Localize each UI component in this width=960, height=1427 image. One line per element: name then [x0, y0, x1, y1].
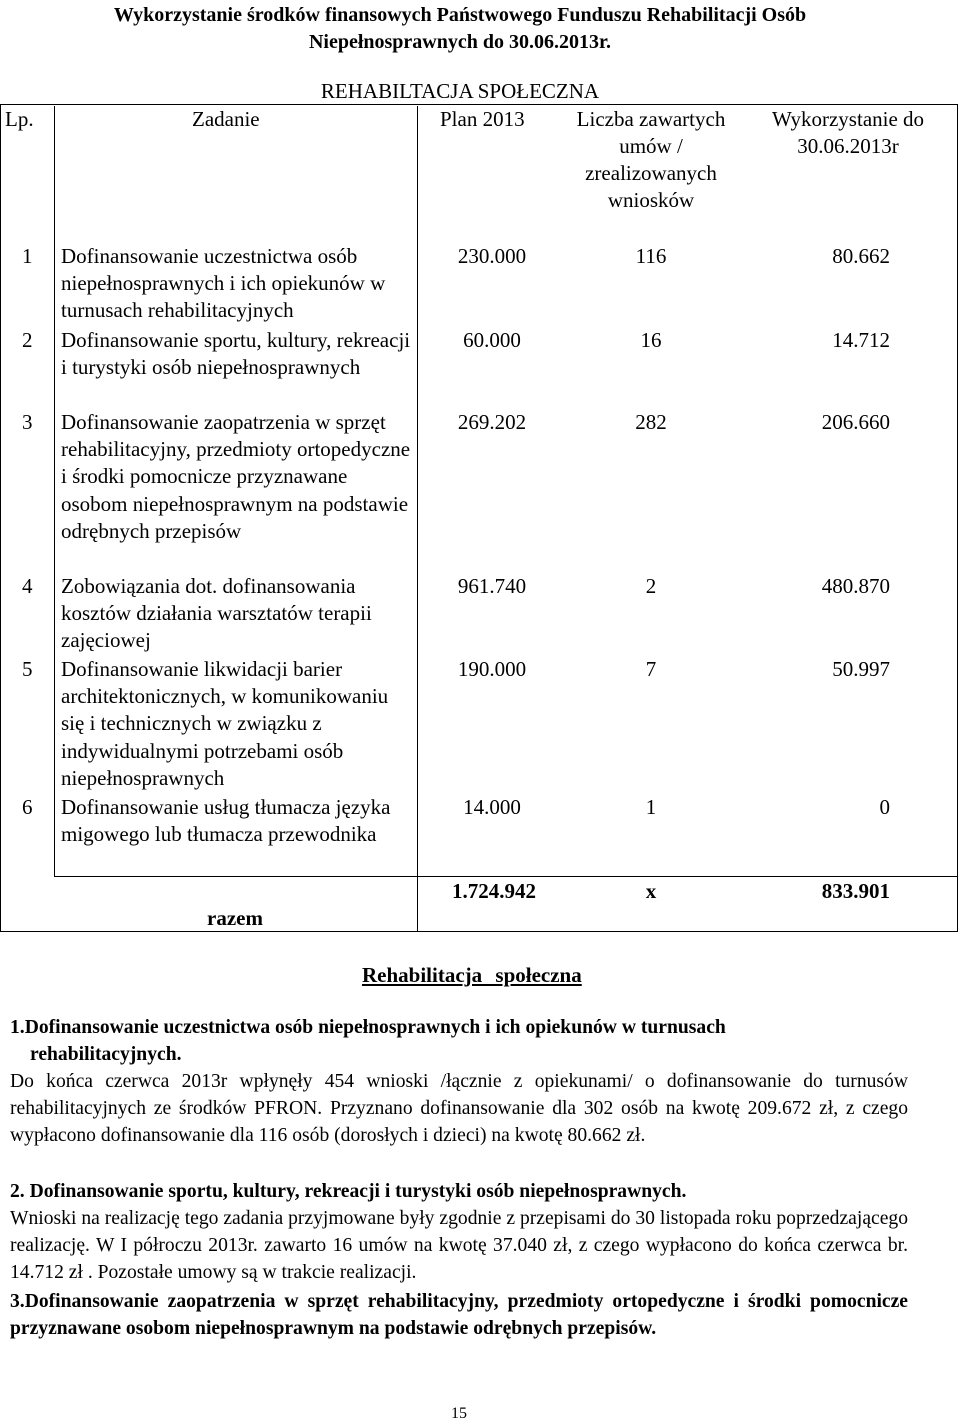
table-border-task: [417, 106, 418, 932]
item1-title: [10, 1014, 908, 1068]
row-used: 206.660: [821, 410, 890, 434]
total-label: razem: [207, 906, 263, 930]
title-line-1: Wykorzystanie środków finansowych Państwowego Funduszu Rehabilitacji Osób: [113, 4, 807, 26]
item2-body: Wnioski na realizację tego zadania przyjmowane były zgodnie z przepisami do 30 listopada roku poprzedzającego realizację. W I półroczu 2013r. zawarto 16 umów na kwotę 37.040 zł, z czego wypłacono do końca czerwca br. 14.712 zł . Pozostałe umowy są w trakcie realizacji.: [10, 1208, 908, 1284]
row-used: 14.712: [832, 328, 890, 352]
row-task: Dofinansowanie zaopatrzenia w sprzęt rehabilitacyjny, przedmioty ortopedyczne i środki pomocnicze przyznawane osobom niepełnosprawnym na podstawie odrębnych przepisów: [61, 410, 411, 543]
row-count: 1: [645, 795, 657, 819]
document-title: [0, 2, 920, 56]
section-heading: Rehabilitacja społeczna: [362, 963, 582, 987]
row-lp: 3: [22, 410, 33, 434]
row-count: 282: [635, 410, 667, 434]
table-border-left: [0, 104, 1, 932]
row-plan: 269.202: [457, 410, 527, 434]
row-task: Dofinansowanie uczestnictwa osób niepełnosprawnych i ich opiekunów w turnusach rehabilitacyjnych: [61, 244, 386, 323]
total-used: 833.901: [821, 879, 890, 903]
row-used: 480.870: [821, 574, 890, 598]
row-used: 0: [879, 795, 890, 819]
header-used: Wykorzystanie do 30.06.2013r: [771, 107, 925, 158]
row-used: 80.662: [832, 244, 890, 268]
item1-title-line-1: 1.Dofinansowanie uczestnictwa osób niepełnosprawnych i ich opiekunów w turnusach: [10, 1017, 726, 1038]
row-task: Dofinansowanie usług tłumacza języka migowego lub tłumacza przewodnika: [61, 795, 391, 847]
header-lp: Lp.: [5, 107, 34, 131]
row-count: 16: [640, 328, 662, 352]
title-line-2: Niepełnosprawnych do 30.06.2013r.: [308, 31, 612, 53]
row-task: Zobowiązania dot. dofinansowania kosztów działania warsztatów terapii zajęciowej: [61, 574, 372, 653]
item2-title: 2. Dofinansowanie sportu, kultury, rekreacji i turystyki osób niepełnosprawnych.: [10, 1181, 687, 1202]
header-count: Liczba zawartych umów / zrealizowanych wniosków: [576, 107, 726, 212]
row-plan: 230.000: [457, 244, 527, 268]
header-task: Zadanie: [192, 107, 260, 131]
row-plan: 190.000: [457, 657, 527, 681]
table-border-top: [0, 104, 958, 105]
table-border-lp: [54, 106, 55, 876]
header-plan: Plan 2013: [440, 107, 525, 131]
row-plan: 961.740: [457, 574, 527, 598]
row-task: Dofinansowanie likwidacji barier architektonicznych, w komunikowaniu się i technicznych w związku z indywidualnymi potrzebami osób niepełnosprawnych: [61, 657, 389, 790]
row-count: 116: [635, 244, 667, 268]
row-count: 2: [645, 574, 657, 598]
page-number: 15: [451, 1405, 467, 1422]
section-title: REHABILTACJA SPOŁECZNA: [320, 79, 600, 103]
row-used: 50.997: [832, 657, 890, 681]
row-lp: 1: [22, 244, 33, 268]
row-plan: 14.000: [463, 795, 521, 819]
row-task: Dofinansowanie sportu, kultury, rekreacji i turystyki osób niepełnosprawnych: [61, 328, 411, 380]
row-lp: 4: [22, 574, 33, 598]
item1-title-line-2: rehabilitacyjnych.: [30, 1044, 182, 1066]
row-lp: 6: [22, 795, 33, 819]
row-count: 7: [645, 657, 657, 681]
total-count: x: [645, 879, 657, 903]
total-plan: 1.724.942: [452, 879, 536, 903]
table-border-right: [957, 104, 958, 932]
item1-body: Do końca czerwca 2013r wpłynęły 454 wnioski /łącznie z opiekunami/ o dofinansowanie do turnusów rehabilitacyjnych ze środków PFRON. Przyznano dofinansowanie dla 302 osób na kwotę 209.672 zł, z czego wypłacono dofinansowanie dla 116 osób (dorosłych i dzieci) na kwotę 80.662 zł.: [10, 1071, 908, 1147]
item3-title: 3.Dofinansowanie zaopatrzenia w sprzęt rehabilitacyjny, przedmioty ortopedyczne i środki pomocnicze przyznawane osobom niepełnosprawnym na podstawie odrębnych przepisów.: [10, 1291, 908, 1340]
table-border-total-top: [54, 876, 958, 877]
row-plan: 60.000: [463, 328, 521, 352]
row-lp: 2: [22, 328, 33, 352]
row-lp: 5: [22, 657, 33, 681]
